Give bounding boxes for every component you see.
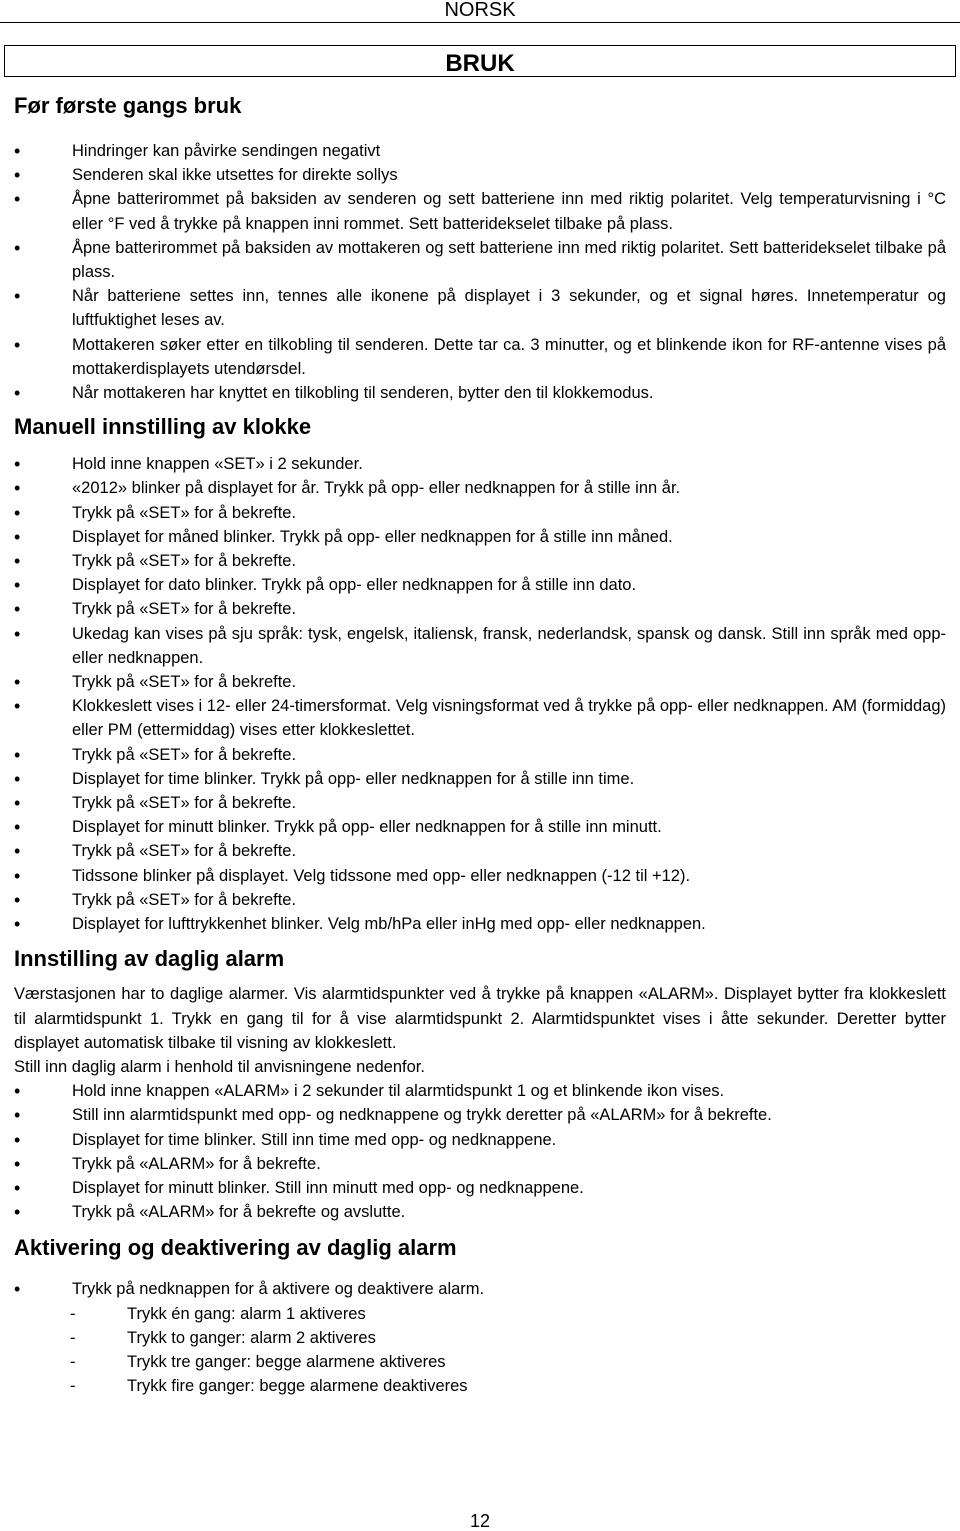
list-item: • Trykk på «SET» for å bekrefte. [14, 839, 946, 863]
list-item: • Hindringer kan påvirke sendingen negativt [14, 139, 946, 163]
list-item: • Still inn alarmtidspunkt med opp- og nedknappene og trykk deretter på «ALARM» for å bekrefte. [14, 1103, 946, 1127]
list-item: • Trykk på «SET» for å bekrefte. [14, 743, 946, 767]
list-item: • Trykk på «SET» for å bekrefte. [14, 501, 946, 525]
list-item: • Displayet for time blinker. Still inn time med opp- og nedknappene. [14, 1128, 946, 1152]
heading-daily-alarm: Innstilling av daglig alarm [14, 946, 285, 972]
list-item: • Åpne batterirommet på baksiden av senderen og sett batteriene inn med riktig polaritet. Velg temperaturvisning i °C eller °F ved å trykke på knappen inni rommet. Sett batteridekselet tilbake på plass. [14, 187, 946, 235]
list-item: • Klokkeslett vises i 12- eller 24-timersformat. Velg visningsformat ved å trykke på opp- eller nedknappen. AM (formiddag) eller PM (ettermiddag) vises etter klokkeslettet. [14, 694, 946, 742]
section-title: BRUK [445, 50, 515, 77]
document-body [14, 91, 946, 1398]
sub-list-item: - Trykk tre ganger: begge alarmene aktiveres [14, 1350, 946, 1374]
list-item: • Hold inne knappen «SET» i 2 sekunder. [14, 452, 946, 476]
list-item: • Ukedag kan vises på sju språk: tysk, engelsk, italiensk, fransk, nederlandsk, spansk og dansk. Still inn språk med opp- eller nedknappen. [14, 622, 946, 670]
list-item: • «2012» blinker på displayet for år. Trykk på opp- eller nedknappen for å stille inn år. [14, 476, 946, 500]
page-number: 12 [469, 1511, 491, 1531]
section-title-box [4, 45, 956, 77]
list-item: • Trykk på «SET» for å bekrefte. [14, 791, 946, 815]
list-item: • Displayet for time blinker. Trykk på opp- eller nedknappen for å stille inn time. [14, 767, 946, 791]
daily-alarm-list [14, 1079, 946, 1224]
heading-first-use: Før første gangs bruk [14, 93, 242, 118]
first-use-list [14, 139, 946, 405]
list-item: • Trykk på «SET» for å bekrefte. [14, 888, 946, 912]
list-item: • Displayet for minutt blinker. Still inn minutt med opp- og nedknappene. [14, 1176, 946, 1200]
list-item: • Trykk på nedknappen for å aktivere og deaktivere alarm. [14, 1277, 946, 1301]
daily-alarm-instruction: Still inn daglig alarm i henhold til anvisningene nedenfor. [14, 1057, 425, 1076]
alarm-toggle-sublist [14, 1302, 946, 1399]
manual-clock-list [14, 452, 946, 936]
sub-list-item: - Trykk to ganger: alarm 2 aktiveres [14, 1326, 946, 1350]
list-item: • Trykk på «ALARM» for å bekrefte og avslutte. [14, 1200, 946, 1224]
alarm-toggle-list [14, 1277, 946, 1301]
sub-list-item: - Trykk fire ganger: begge alarmene deaktiveres [14, 1374, 946, 1398]
list-item: • Trykk på «SET» for å bekrefte. [14, 670, 946, 694]
sub-list-item: - Trykk én gang: alarm 1 aktiveres [14, 1302, 946, 1326]
heading-manual-clock: Manuell innstilling av klokke [14, 414, 312, 440]
language-label: NORSK [444, 0, 516, 21]
list-item: • Displayet for dato blinker. Trykk på opp- eller nedknappen for å stille inn dato. [14, 573, 946, 597]
list-item: • Trykk på «ALARM» for å bekrefte. [14, 1152, 946, 1176]
list-item: • Displayet for minutt blinker. Trykk på opp- eller nedknappen for å stille inn minutt. [14, 815, 946, 839]
list-item: • Hold inne knappen «ALARM» i 2 sekunder til alarmtidspunkt 1 og et blinkende ikon vises. [14, 1079, 946, 1103]
list-item: • Trykk på «SET» for å bekrefte. [14, 549, 946, 573]
list-item: • Mottakeren søker etter en tilkobling til senderen. Dette tar ca. 3 minutter, og et blinkende ikon for RF-antenne vises på mottakerdisplayets utendørsdel. [14, 333, 946, 381]
list-item: • Åpne batterirommet på baksiden av mottakeren og sett batteriene inn med riktig polaritet. Sett batteridekselet tilbake på plass. [14, 236, 946, 284]
list-item: • Når batteriene settes inn, tennes alle ikonene på displayet i 3 sekunder, og et signal høres. Innetemperatur og luftfuktighet leses av. [14, 284, 946, 332]
list-item: • Når mottakeren har knyttet en tilkobling til senderen, bytter den til klokkemodus. [14, 381, 946, 405]
list-item: • Displayet for lufttrykkenhet blinker. Velg mb/hPa eller inHg med opp- eller nedknappen. [14, 912, 946, 936]
list-item: • Displayet for måned blinker. Trykk på opp- eller nedknappen for å stille inn måned. [14, 525, 946, 549]
language-header [0, 0, 960, 23]
list-item: • Senderen skal ikke utsettes for direkte sollys [14, 163, 946, 187]
heading-alarm-toggle: Aktivering og deaktivering av daglig alarm [14, 1235, 457, 1261]
list-item: • Tidssone blinker på displayet. Velg tidssone med opp- eller nedknappen (-12 til +12). [14, 864, 946, 888]
daily-alarm-intro: Værstasjonen har to daglige alarmer. Vis alarmtidspunkter ved å trykke på knappen «ALARM». Displayet bytter fra klokkeslett til alarmtidspunkt 1. Trykk en gang til for å vise alarmtidspunkt 2. Alarmtidspunktet vises i åtte sekunder. Deretter bytter displayet automatisk tilbake til visning av klokkeslett. [14, 985, 946, 1052]
list-item: • Trykk på «SET» for å bekrefte. [14, 597, 946, 621]
